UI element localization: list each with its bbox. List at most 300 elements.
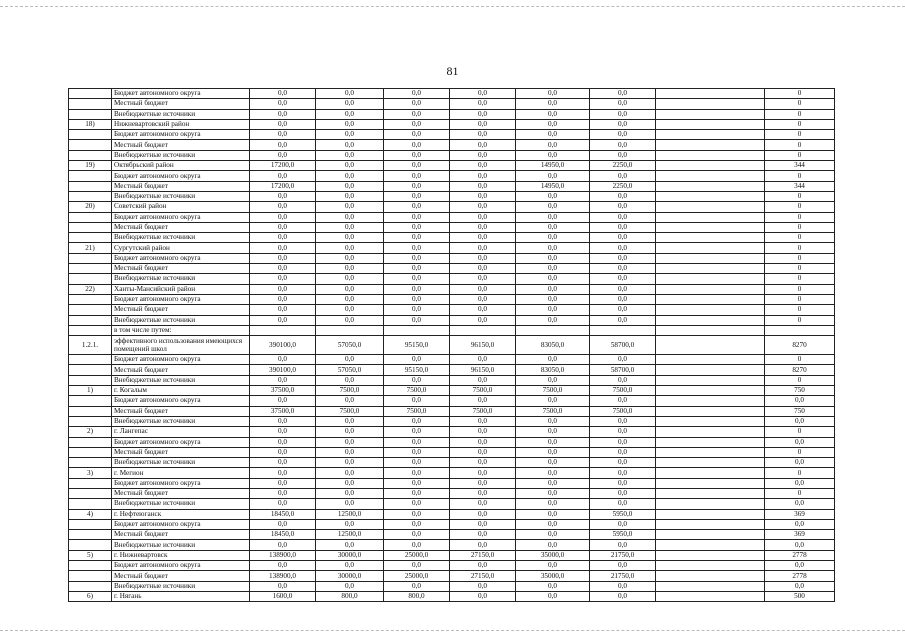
value-cell: 0,0	[384, 355, 450, 365]
value-cell: 0,0	[316, 468, 384, 478]
table-row	[69, 119, 835, 129]
value-cell: 0,0	[590, 591, 656, 601]
value-cell: 0,0	[590, 264, 656, 274]
value-cell: 0,0	[590, 233, 656, 243]
value-cell: 0,0	[590, 375, 656, 385]
value-cell: 0,0	[316, 109, 384, 119]
row-number-cell	[69, 437, 112, 447]
value-cell: 0,0	[316, 488, 384, 498]
value-cell: 800,0	[316, 591, 384, 601]
value-cell: 0,0	[590, 427, 656, 437]
table-row	[69, 140, 835, 150]
budget-table	[68, 88, 835, 602]
value-cell: 0,0	[450, 202, 516, 212]
value-cell: 0,0	[316, 222, 384, 232]
value-cell	[656, 488, 765, 498]
value-cell: 18450,0	[250, 509, 316, 519]
table-row	[69, 396, 835, 406]
value-cell: 0,0	[450, 171, 516, 181]
table-row	[69, 386, 835, 396]
table-row	[69, 530, 835, 540]
value-cell: 0,0	[590, 519, 656, 529]
value-cell: 0,0	[384, 119, 450, 129]
row-label-cell: Бюджет автономного округа	[112, 478, 250, 488]
row-label-cell: Внебюджетные источники	[112, 375, 250, 385]
row-label-cell: Внебюджетные источники	[112, 499, 250, 509]
value-cell: 0,0	[250, 458, 316, 468]
value-cell: 0,0	[316, 191, 384, 201]
value-cell: 12500,0	[316, 530, 384, 540]
value-cell: 0,0	[384, 294, 450, 304]
value-cell: 0,0	[250, 315, 316, 325]
value-cell: 0,0	[590, 140, 656, 150]
value-cell: 0,0	[450, 150, 516, 160]
value-cell: 0,0	[450, 140, 516, 150]
value-cell: 0,0	[250, 109, 316, 119]
table-row	[69, 130, 835, 140]
value-cell: 0,0	[590, 119, 656, 129]
value-cell: 0,0	[450, 437, 516, 447]
row-number-cell: 4)	[69, 509, 112, 519]
table-row	[69, 264, 835, 274]
value-cell	[656, 416, 765, 426]
value-cell: 0,0	[516, 294, 590, 304]
value-cell: 0,0	[765, 581, 835, 591]
table-row	[69, 561, 835, 571]
row-label-cell: Нижневартовский район	[112, 119, 250, 129]
value-cell: 0,0	[450, 130, 516, 140]
table-row	[69, 161, 835, 171]
value-cell: 138900,0	[250, 550, 316, 560]
value-cell: 0,0	[316, 375, 384, 385]
table-row	[69, 109, 835, 119]
value-cell: 0,0	[450, 89, 516, 99]
value-cell: 0,0	[590, 458, 656, 468]
value-cell: 0,0	[516, 540, 590, 550]
value-cell: 0,0	[250, 253, 316, 263]
row-number-cell	[69, 406, 112, 416]
table-row	[69, 365, 835, 375]
value-cell	[656, 365, 765, 375]
value-cell: 0,0	[450, 191, 516, 201]
value-cell	[656, 540, 765, 550]
value-cell: 0,0	[590, 130, 656, 140]
row-label-cell: Местный бюджет	[112, 365, 250, 375]
value-cell: 0,0	[590, 253, 656, 263]
value-cell: 0,0	[384, 150, 450, 160]
row-number-cell	[69, 181, 112, 191]
value-cell: 0,0	[516, 140, 590, 150]
value-cell: 0	[765, 222, 835, 232]
table-row	[69, 437, 835, 447]
value-cell: 0,0	[450, 427, 516, 437]
value-cell	[250, 325, 316, 335]
value-cell: 0,0	[516, 437, 590, 447]
row-label-cell: г. Нягань	[112, 591, 250, 601]
value-cell	[656, 305, 765, 315]
row-label-cell: Внебюджетные источники	[112, 581, 250, 591]
row-number-cell	[69, 499, 112, 509]
value-cell	[656, 561, 765, 571]
value-cell: 0,0	[516, 274, 590, 284]
row-number-cell: 19)	[69, 161, 112, 171]
row-number-cell	[69, 530, 112, 540]
value-cell: 0,0	[590, 150, 656, 160]
value-cell: 0,0	[450, 375, 516, 385]
value-cell	[590, 325, 656, 335]
value-cell: 0,0	[316, 581, 384, 591]
table-row	[69, 406, 835, 416]
value-cell: 0	[765, 355, 835, 365]
value-cell	[656, 591, 765, 601]
value-cell: 0,0	[384, 530, 450, 540]
value-cell: 0,0	[384, 561, 450, 571]
value-cell: 0,0	[250, 305, 316, 315]
value-cell: 0,0	[250, 191, 316, 201]
value-cell: 0,0	[316, 119, 384, 129]
value-cell: 0,0	[450, 488, 516, 498]
value-cell	[656, 181, 765, 191]
value-cell: 0,0	[316, 140, 384, 150]
row-number-cell	[69, 519, 112, 529]
value-cell: 0,0	[316, 130, 384, 140]
value-cell: 0,0	[590, 109, 656, 119]
table-row	[69, 540, 835, 550]
value-cell: 0,0	[516, 499, 590, 509]
value-cell: 8270	[765, 365, 835, 375]
value-cell: 0,0	[450, 396, 516, 406]
value-cell: 0,0	[590, 202, 656, 212]
row-label-cell: Внебюджетные источники	[112, 274, 250, 284]
value-cell	[656, 253, 765, 263]
row-number-cell	[69, 581, 112, 591]
row-label-cell: г. Лангепас	[112, 427, 250, 437]
value-cell: 58700,0	[590, 365, 656, 375]
table-row	[69, 212, 835, 222]
value-cell: 0,0	[516, 561, 590, 571]
value-cell	[656, 336, 765, 355]
table-row	[69, 294, 835, 304]
value-cell: 0,0	[316, 202, 384, 212]
value-cell: 14950,0	[516, 181, 590, 191]
value-cell: 0,0	[450, 355, 516, 365]
value-cell	[656, 315, 765, 325]
value-cell	[656, 294, 765, 304]
value-cell: 0,0	[450, 109, 516, 119]
value-cell: 7500,0	[516, 386, 590, 396]
value-cell: 0,0	[384, 233, 450, 243]
value-cell: 0,0	[250, 171, 316, 181]
table-row	[69, 284, 835, 294]
value-cell: 30000,0	[316, 550, 384, 560]
value-cell: 0,0	[316, 243, 384, 253]
table-row	[69, 274, 835, 284]
value-cell: 0,0	[316, 99, 384, 109]
value-cell: 0,0	[516, 212, 590, 222]
table-row	[69, 336, 835, 355]
value-cell: 0	[765, 191, 835, 201]
value-cell: 0,0	[384, 264, 450, 274]
row-label-cell: Бюджет автономного округа	[112, 212, 250, 222]
row-number-cell	[69, 222, 112, 232]
value-cell: 0,0	[384, 305, 450, 315]
value-cell: 0,0	[590, 478, 656, 488]
value-cell: 0,0	[450, 499, 516, 509]
value-cell: 0,0	[316, 274, 384, 284]
value-cell	[656, 406, 765, 416]
value-cell: 0,0	[384, 161, 450, 171]
value-cell: 35000,0	[516, 550, 590, 560]
row-number-cell	[69, 305, 112, 315]
value-cell: 0,0	[516, 150, 590, 160]
table-row	[69, 233, 835, 243]
row-number-cell	[69, 355, 112, 365]
value-cell: 500	[765, 591, 835, 601]
value-cell: 0,0	[384, 499, 450, 509]
value-cell: 0,0	[250, 355, 316, 365]
value-cell: 0,0	[316, 315, 384, 325]
scan-edge-top	[0, 6, 905, 7]
value-cell: 25000,0	[384, 571, 450, 581]
value-cell: 0,0	[516, 478, 590, 488]
row-number-cell	[69, 375, 112, 385]
row-number-cell	[69, 540, 112, 550]
value-cell: 7500,0	[450, 386, 516, 396]
value-cell: 0,0	[450, 99, 516, 109]
value-cell: 0	[765, 119, 835, 129]
value-cell: 0,0	[516, 427, 590, 437]
row-label-cell: в том числе путем:	[112, 325, 250, 335]
value-cell: 0,0	[450, 478, 516, 488]
value-cell: 0,0	[450, 305, 516, 315]
value-cell: 0,0	[250, 561, 316, 571]
row-number-cell: 2)	[69, 427, 112, 437]
value-cell: 96150,0	[450, 336, 516, 355]
value-cell: 0,0	[765, 499, 835, 509]
value-cell: 0,0	[516, 458, 590, 468]
value-cell: 0,0	[384, 130, 450, 140]
value-cell: 7500,0	[384, 406, 450, 416]
value-cell: 0,0	[316, 171, 384, 181]
value-cell: 0,0	[516, 488, 590, 498]
value-cell: 27150,0	[450, 571, 516, 581]
value-cell: 0,0	[384, 437, 450, 447]
row-number-cell	[69, 325, 112, 335]
value-cell: 0,0	[590, 89, 656, 99]
value-cell: 0,0	[590, 99, 656, 109]
value-cell: 344	[765, 161, 835, 171]
value-cell: 57050,0	[316, 336, 384, 355]
value-cell	[316, 325, 384, 335]
value-cell: 0,0	[450, 561, 516, 571]
value-cell: 0,0	[384, 478, 450, 488]
row-label-cell: Бюджет автономного округа	[112, 561, 250, 571]
value-cell: 0,0	[516, 530, 590, 540]
value-cell: 7500,0	[590, 386, 656, 396]
value-cell: 2778	[765, 550, 835, 560]
table-row	[69, 355, 835, 365]
value-cell: 7500,0	[590, 406, 656, 416]
value-cell	[765, 325, 835, 335]
value-cell	[656, 468, 765, 478]
value-cell: 0	[765, 315, 835, 325]
value-cell: 750	[765, 386, 835, 396]
value-cell: 0,0	[450, 447, 516, 457]
row-number-cell	[69, 447, 112, 457]
value-cell: 2778	[765, 571, 835, 581]
row-number-cell	[69, 191, 112, 201]
value-cell: 0,0	[384, 89, 450, 99]
table-row	[69, 89, 835, 99]
row-number-cell	[69, 171, 112, 181]
value-cell	[656, 581, 765, 591]
value-cell: 0,0	[384, 253, 450, 263]
value-cell: 0,0	[250, 447, 316, 457]
value-cell: 369	[765, 530, 835, 540]
value-cell: 0,0	[250, 416, 316, 426]
row-label-cell: Местный бюджет	[112, 447, 250, 457]
table-row	[69, 150, 835, 160]
value-cell: 0,0	[250, 150, 316, 160]
table-row	[69, 591, 835, 601]
table-row	[69, 447, 835, 457]
row-label-cell: Бюджет автономного округа	[112, 396, 250, 406]
value-cell: 0,0	[384, 202, 450, 212]
value-cell: 0,0	[516, 233, 590, 243]
value-cell: 0,0	[516, 89, 590, 99]
value-cell: 0,0	[316, 212, 384, 222]
value-cell: 0,0	[316, 447, 384, 457]
value-cell: 0,0	[384, 222, 450, 232]
value-cell: 21750,0	[590, 550, 656, 560]
value-cell: 0	[765, 89, 835, 99]
value-cell: 0,0	[384, 99, 450, 109]
value-cell	[656, 89, 765, 99]
value-cell: 0,0	[384, 509, 450, 519]
value-cell: 0,0	[450, 222, 516, 232]
value-cell: 7500,0	[384, 386, 450, 396]
value-cell	[656, 109, 765, 119]
value-cell: 0,0	[590, 468, 656, 478]
row-label-cell: Внебюджетные источники	[112, 540, 250, 550]
row-label-cell: Местный бюджет	[112, 530, 250, 540]
value-cell: 0,0	[250, 294, 316, 304]
row-number-cell: 1.2.1.	[69, 336, 112, 355]
value-cell: 0,0	[516, 284, 590, 294]
value-cell	[656, 437, 765, 447]
value-cell: 0,0	[590, 171, 656, 181]
scan-edge-bottom	[0, 630, 905, 631]
value-cell: 0	[765, 375, 835, 385]
row-label-cell: Местный бюджет	[112, 571, 250, 581]
value-cell: 0,0	[516, 202, 590, 212]
row-number-cell: 5)	[69, 550, 112, 560]
row-label-cell: Октябрьский район	[112, 161, 250, 171]
value-cell: 14950,0	[516, 161, 590, 171]
value-cell: 0,0	[250, 488, 316, 498]
value-cell: 0	[765, 274, 835, 284]
value-cell: 0,0	[250, 243, 316, 253]
value-cell: 0,0	[450, 416, 516, 426]
value-cell	[656, 478, 765, 488]
value-cell: 0,0	[516, 305, 590, 315]
table-row	[69, 243, 835, 253]
table-row	[69, 202, 835, 212]
row-label-cell: Бюджет автономного округа	[112, 294, 250, 304]
value-cell: 0,0	[250, 437, 316, 447]
value-cell	[656, 427, 765, 437]
row-label-cell: Внебюджетные источники	[112, 416, 250, 426]
value-cell: 0,0	[384, 416, 450, 426]
value-cell: 0,0	[765, 519, 835, 529]
page-number: 81	[446, 64, 459, 78]
value-cell: 0,0	[250, 99, 316, 109]
value-cell: 0,0	[450, 181, 516, 191]
table-row	[69, 375, 835, 385]
value-cell: 0,0	[250, 427, 316, 437]
value-cell: 0,0	[316, 561, 384, 571]
value-cell: 21750,0	[590, 571, 656, 581]
value-cell: 2250,0	[590, 181, 656, 191]
value-cell: 800,0	[384, 591, 450, 601]
value-cell: 0,0	[765, 396, 835, 406]
value-cell: 0	[765, 140, 835, 150]
value-cell: 0,0	[384, 274, 450, 284]
value-cell	[656, 264, 765, 274]
value-cell: 344	[765, 181, 835, 191]
value-cell	[656, 243, 765, 253]
value-cell: 0,0	[765, 540, 835, 550]
value-cell	[450, 325, 516, 335]
value-cell	[656, 191, 765, 201]
value-cell: 57050,0	[316, 365, 384, 375]
row-number-cell	[69, 294, 112, 304]
value-cell	[656, 447, 765, 457]
value-cell: 5950,0	[590, 509, 656, 519]
value-cell: 0,0	[590, 488, 656, 498]
value-cell: 0	[765, 305, 835, 315]
value-cell	[656, 499, 765, 509]
value-cell	[656, 99, 765, 109]
row-label-cell: Внебюджетные источники	[112, 109, 250, 119]
value-cell: 0,0	[316, 284, 384, 294]
value-cell: 0	[765, 171, 835, 181]
value-cell: 0,0	[450, 161, 516, 171]
table-row	[69, 509, 835, 519]
row-number-cell	[69, 488, 112, 498]
row-number-cell	[69, 89, 112, 99]
value-cell: 0,0	[516, 243, 590, 253]
value-cell: 0,0	[590, 212, 656, 222]
value-cell: 0,0	[384, 109, 450, 119]
value-cell	[656, 396, 765, 406]
value-cell: 35000,0	[516, 571, 590, 581]
value-cell: 750	[765, 406, 835, 416]
table-row	[69, 171, 835, 181]
value-cell	[656, 519, 765, 529]
value-cell: 0,0	[516, 581, 590, 591]
value-cell: 0,0	[316, 150, 384, 160]
value-cell: 0,0	[590, 315, 656, 325]
value-cell: 0,0	[250, 130, 316, 140]
value-cell: 0,0	[316, 264, 384, 274]
value-cell	[656, 150, 765, 160]
table-row	[69, 305, 835, 315]
table-row	[69, 458, 835, 468]
value-cell: 0,0	[450, 468, 516, 478]
row-number-cell	[69, 396, 112, 406]
row-label-cell: Местный бюджет	[112, 99, 250, 109]
